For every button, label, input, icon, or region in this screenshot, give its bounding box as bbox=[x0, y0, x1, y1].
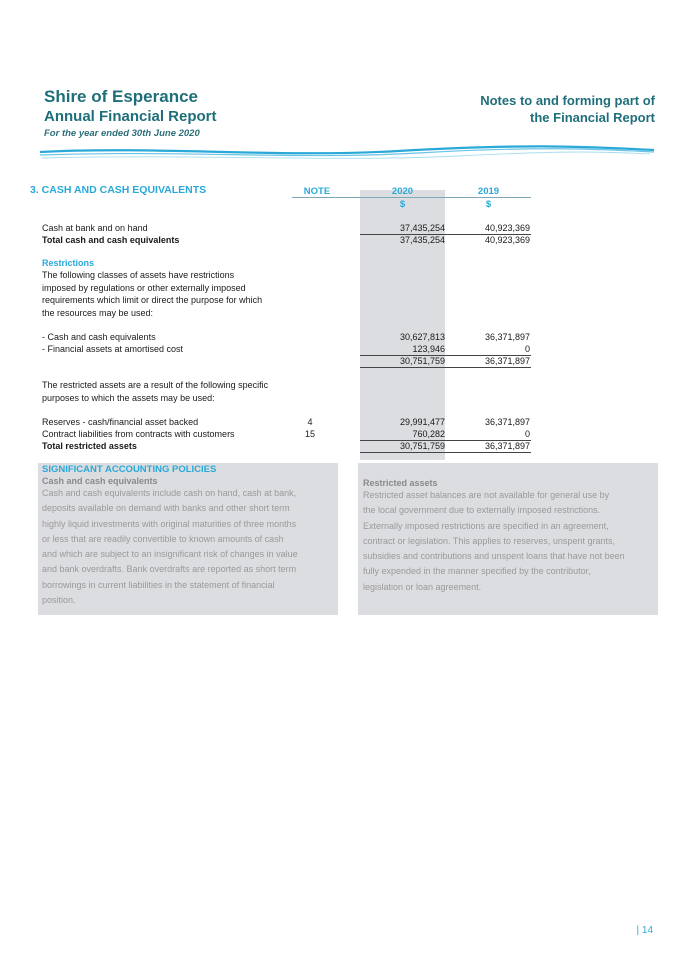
policy-line: highly liquid investments with original maturities of three months bbox=[42, 518, 297, 529]
notes-title-line1: Notes to and forming part of bbox=[480, 93, 655, 108]
value-2019: 36,371,897 bbox=[484, 441, 530, 451]
policy-line: Restricted asset balances are not available for general use by bbox=[363, 490, 610, 500]
page-number: | 14 bbox=[636, 925, 653, 936]
subtotal-rule bbox=[360, 367, 446, 368]
paragraph-line: purposes to which the assets may be used: bbox=[42, 392, 215, 403]
subtotal-rule bbox=[446, 452, 531, 453]
table-row bbox=[42, 343, 530, 355]
report-title: Annual Financial Report bbox=[44, 108, 217, 125]
policy-text bbox=[42, 486, 338, 608]
value-2019: 0 bbox=[524, 429, 530, 439]
policy-subheading: Cash and cash equivalents bbox=[42, 476, 158, 486]
value-2019: 40,923,369 bbox=[484, 235, 530, 245]
policy-box-cash bbox=[38, 463, 338, 615]
table-row-total bbox=[42, 440, 530, 452]
paragraph-line: The following classes of assets have restrictions bbox=[42, 270, 235, 280]
note-ref: 4 bbox=[307, 417, 313, 427]
paragraph-line: The restricted assets are a result of the following specific bbox=[42, 380, 269, 390]
header-rule bbox=[292, 197, 531, 198]
row-label: - Cash and cash equivalents bbox=[42, 332, 156, 342]
value-2019: 36,371,897 bbox=[484, 417, 530, 427]
value-2019: 40,923,369 bbox=[484, 223, 530, 233]
policy-box-restricted bbox=[358, 463, 658, 615]
value-2020: 123,946 bbox=[412, 344, 445, 354]
policy-line: legislation or loan agreement. bbox=[363, 581, 482, 592]
value-2019: 36,371,897 bbox=[484, 332, 530, 342]
notes-title-line2: the Financial Report bbox=[530, 110, 655, 125]
policy-line: and which are subject to an insignificant risk of changes in value bbox=[42, 549, 298, 560]
value-2020: 30,627,813 bbox=[399, 332, 445, 342]
subtotal-rule bbox=[446, 367, 531, 368]
paragraph-line: requirements which limit or direct the purpose for which bbox=[42, 295, 263, 305]
value-2020: 30,751,759 bbox=[399, 356, 445, 366]
purpose-paragraph bbox=[42, 379, 292, 404]
report-period: For the year ended 30th June 2020 bbox=[44, 128, 200, 139]
table-row bbox=[42, 331, 530, 343]
policy-line: subsidies and contributions and unspent loans that have not been bbox=[363, 551, 625, 562]
year-2019-header: 2019 bbox=[477, 186, 500, 197]
organisation-name: Shire of Esperance bbox=[44, 87, 199, 106]
row-label: Total cash and cash equivalents bbox=[42, 235, 180, 245]
policy-line: Externally imposed restrictions are specified in an agreement, bbox=[363, 520, 609, 531]
year-2020-header: 2020 bbox=[391, 186, 414, 197]
table-row-total bbox=[42, 234, 530, 246]
row-label: - Financial assets at amortised cost bbox=[42, 344, 184, 354]
value-2020: 29,991,477 bbox=[399, 417, 445, 427]
unit-2019: $ bbox=[485, 199, 492, 210]
table-row bbox=[42, 428, 530, 440]
policy-line: Cash and cash equivalents include cash on hand, cash at bank, bbox=[42, 488, 297, 498]
row-label: Total restricted assets bbox=[42, 441, 137, 451]
row-label: Reserves - cash/financial asset backed bbox=[42, 417, 199, 427]
policy-line: borrowings in current liabilities in the statement of financial bbox=[42, 579, 275, 590]
value-2020: 760,282 bbox=[412, 429, 445, 439]
restrictions-paragraph bbox=[42, 269, 292, 319]
policy-line: the local government due to externally imposed restrictions. bbox=[363, 505, 601, 516]
value-2020: 30,751,759 bbox=[399, 441, 445, 451]
paragraph-line: imposed by regulations or other externally imposed bbox=[42, 282, 246, 293]
restrictions-heading: Restrictions bbox=[42, 258, 95, 268]
unit-2020: $ bbox=[399, 199, 406, 210]
table-row bbox=[42, 416, 530, 428]
policy-line: deposits available on demand with banks and other short term bbox=[42, 503, 290, 514]
value-2020: 37,435,254 bbox=[399, 235, 445, 245]
policies-heading: SIGNIFICANT ACCOUNTING POLICIES bbox=[42, 464, 217, 475]
policy-subheading: Restricted assets bbox=[363, 478, 438, 488]
row-label: Cash at bank and on hand bbox=[42, 223, 148, 233]
policy-text bbox=[363, 488, 658, 595]
table-row-subtotal bbox=[42, 355, 530, 367]
paragraph-line: the resources may be used: bbox=[42, 307, 154, 318]
section-title: 3. CASH AND CASH EQUIVALENTS bbox=[30, 184, 207, 196]
policy-line: or less that are readily convertible to known amounts of cash bbox=[42, 533, 284, 544]
note-ref: 15 bbox=[304, 429, 315, 439]
subtotal-rule bbox=[360, 452, 446, 453]
value-2020: 37,435,254 bbox=[399, 223, 445, 233]
row-label: Contract liabilities from contracts with customers bbox=[42, 429, 235, 439]
policy-line: fully expended in the manner specified by the contributor, bbox=[363, 566, 591, 577]
note-column-header: NOTE bbox=[303, 186, 331, 197]
header-swoosh-divider bbox=[38, 140, 658, 164]
value-2019: 0 bbox=[524, 344, 530, 354]
policy-line: and bank overdrafts. Bank overdrafts are reported as short term bbox=[42, 564, 297, 575]
policy-line: contract or legislation. This applies to reserves, unspent grants, bbox=[363, 535, 615, 546]
table-row bbox=[42, 222, 530, 234]
value-2019: 36,371,897 bbox=[484, 356, 530, 366]
policy-line: position. bbox=[42, 595, 76, 606]
